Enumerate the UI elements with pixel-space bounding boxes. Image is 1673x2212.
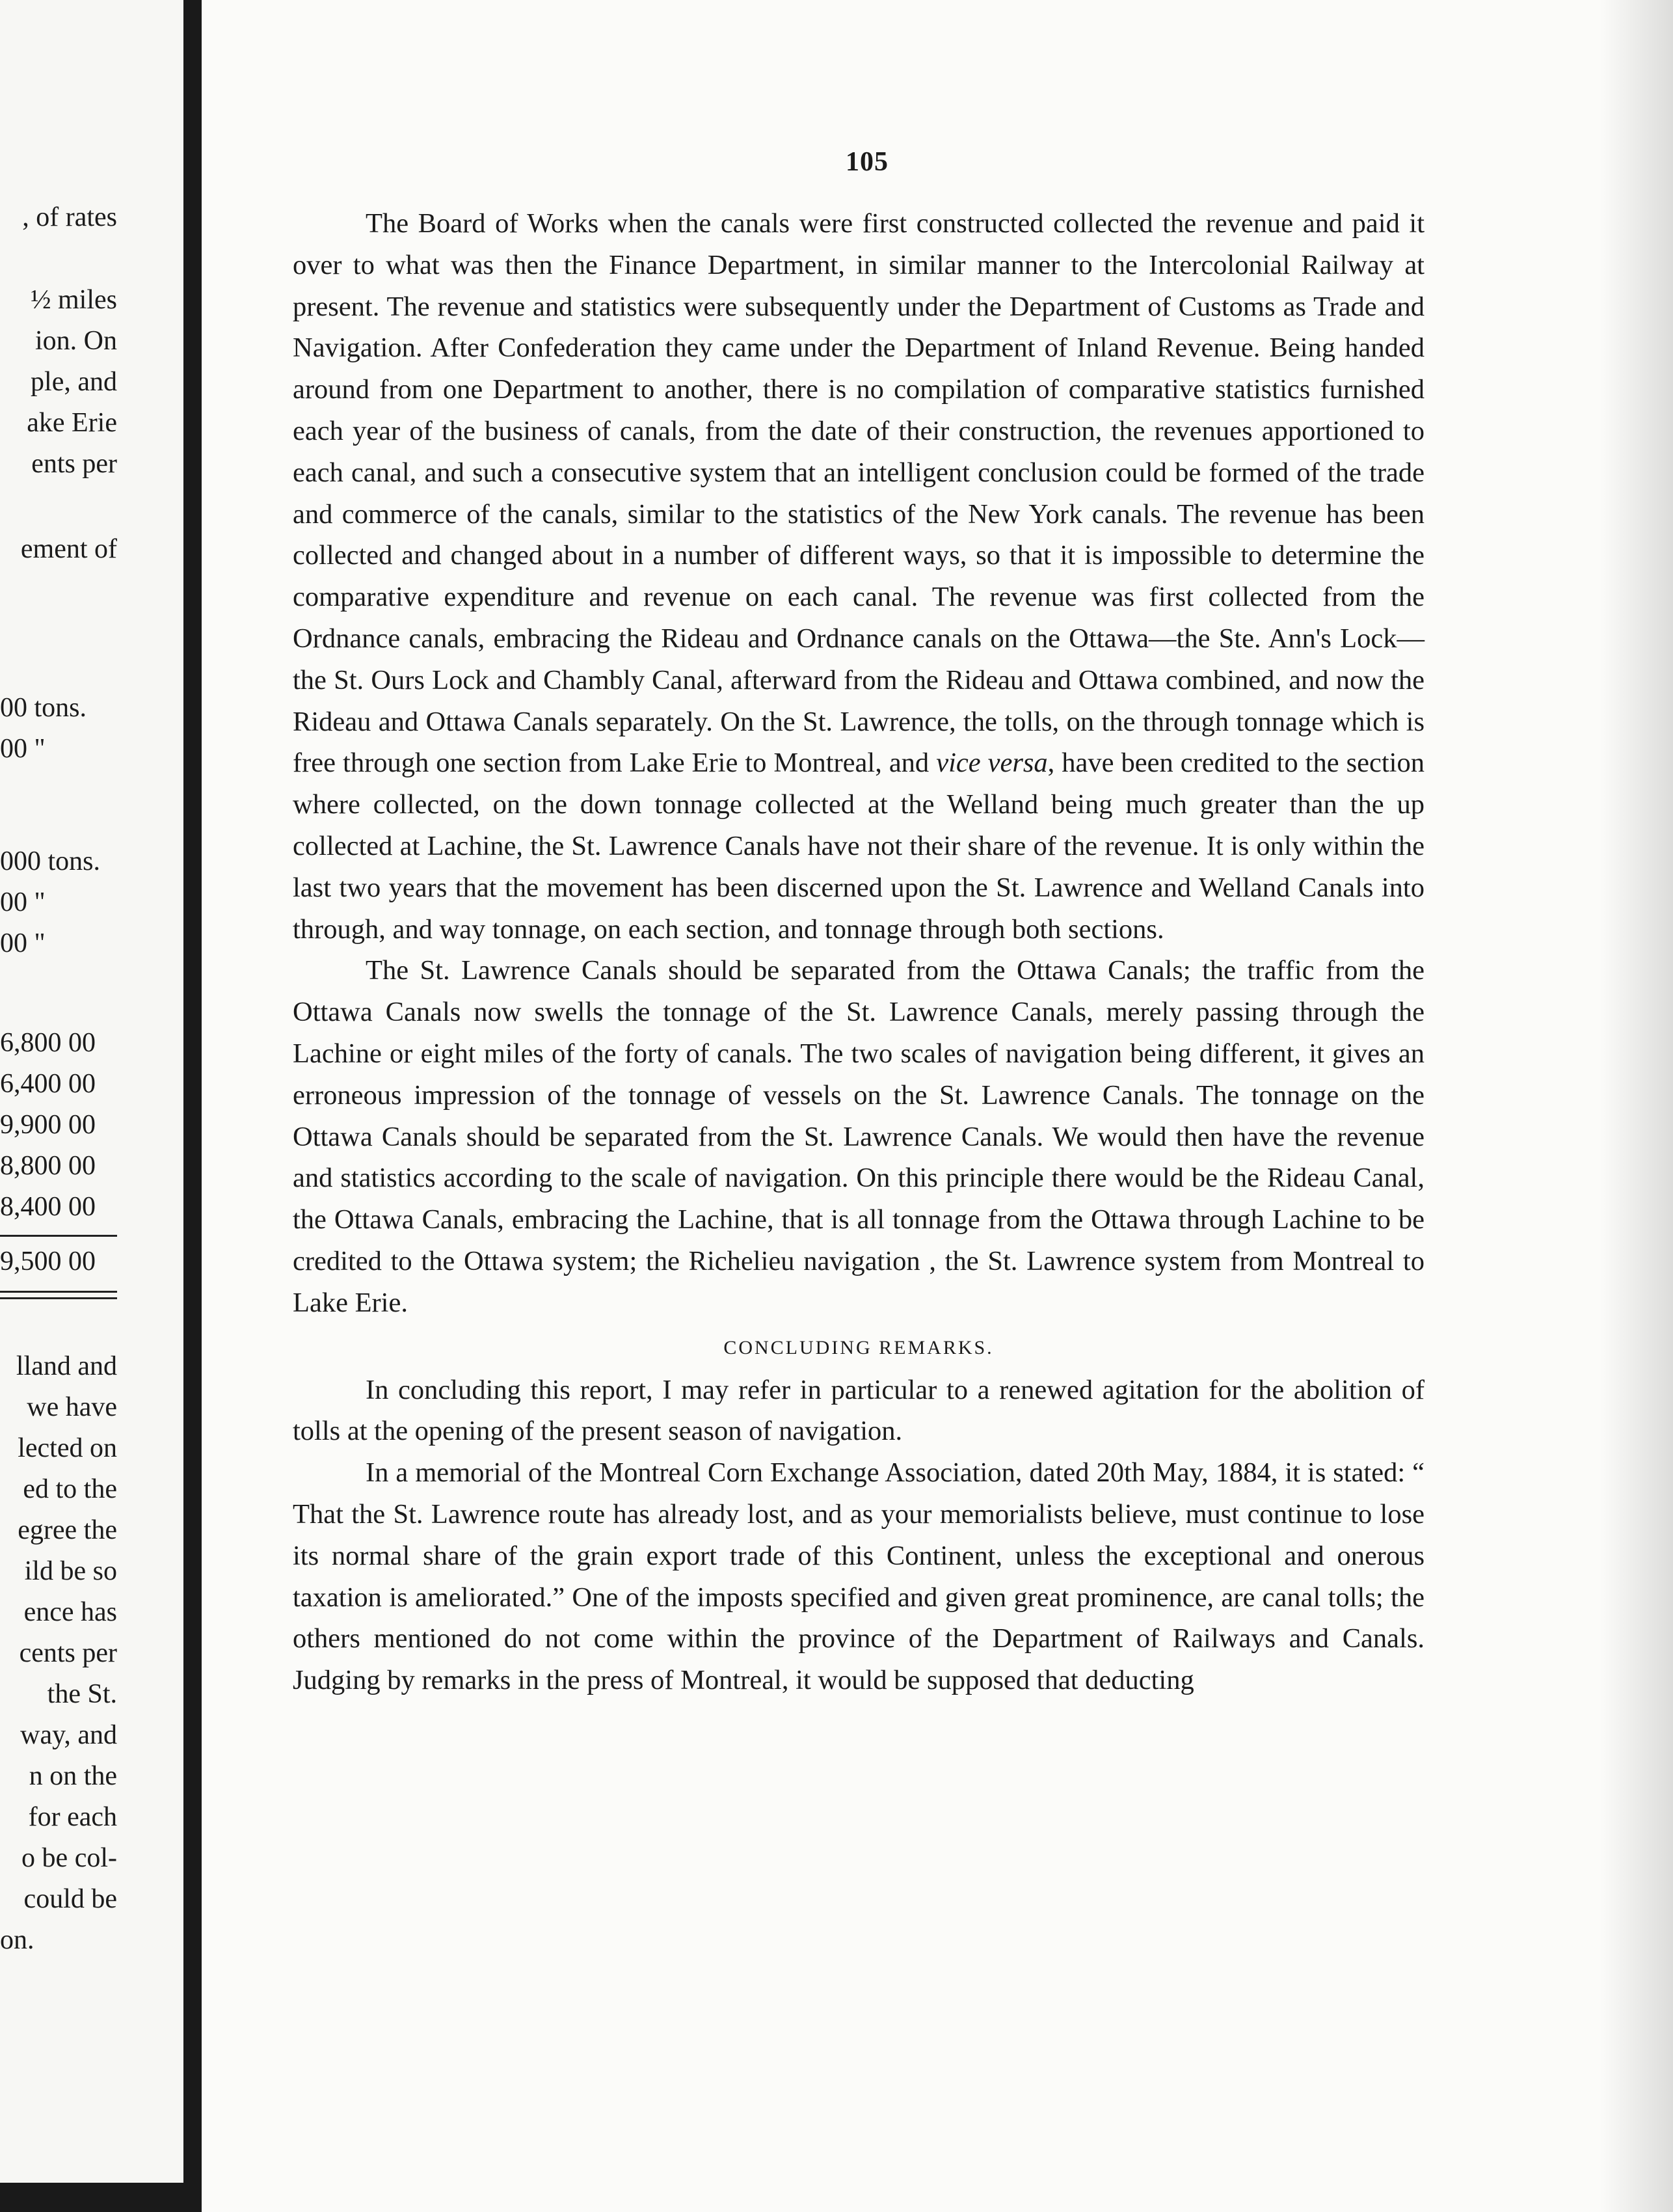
left-fragment-line: we have xyxy=(27,1392,117,1422)
left-fragment-line: 00 tons. xyxy=(0,693,87,723)
left-fragment-line: 000 tons. xyxy=(0,846,101,876)
left-fragment-line: , of rates xyxy=(22,202,117,232)
left-fragment-line: the St. xyxy=(47,1679,117,1709)
left-fragment-line: lland and xyxy=(16,1351,117,1381)
left-fragment-line: ence has xyxy=(23,1597,117,1627)
left-fragment-line: 00 " xyxy=(0,928,46,958)
left-fragment-line: ement of xyxy=(20,534,117,564)
left-fragment-line: n on the xyxy=(29,1761,117,1791)
left-fragment-line: 00 " xyxy=(0,734,46,764)
left-fragment-line: 6,400 00 xyxy=(0,1069,96,1099)
left-fragment-line: 8,800 00 xyxy=(0,1151,96,1181)
page-edge-shadow xyxy=(1600,0,1673,2212)
paragraph-text: , have been credited to the section where collected, on the down tonnage collected at the Welland being much greater than the up collected at Lachine, the St. Lawrence Canals have not their share of the revenue. It is only within the last two years that the movement has been discerned upon the St. Lawrence and Welland Canals into through, and way tonnage, on each section, and tonnage through both sections. xyxy=(293,748,1425,945)
left-fragment-line: on. xyxy=(0,1925,34,1955)
section-heading: CONCLUDING REMARKS. xyxy=(723,1336,994,1358)
left-fragment-line: 9,500 00 xyxy=(0,1247,96,1276)
left-fragment-line: for each xyxy=(28,1802,117,1832)
left-fragment-line: ake Erie xyxy=(27,408,117,438)
left-fragment-line: ½ miles xyxy=(31,285,117,315)
left-fragment-line: ion. On xyxy=(35,326,117,356)
left-fragment-line: ents per xyxy=(31,449,117,479)
left-fragment-line: egree the xyxy=(18,1515,117,1545)
left-fragment-line: ed to the xyxy=(23,1474,117,1504)
italic-phrase: vice versa xyxy=(936,748,1048,779)
left-fragment-line: could be xyxy=(23,1884,117,1914)
left-fragment-line: 9,900 00 xyxy=(0,1110,96,1140)
left-fragment-line: ild be so xyxy=(24,1556,117,1586)
left-fragment-line: 8,400 00 xyxy=(0,1192,96,1222)
page-number: 105 xyxy=(846,147,889,177)
double-rule xyxy=(0,1291,117,1293)
paragraph: In concluding this report, I may refer in particular to a renewed agitation for the abolition of tolls at the opening of the present season of navigation. xyxy=(293,1374,1425,1447)
left-fragment-line: ple, and xyxy=(31,367,117,397)
left-fragment-line: lected on xyxy=(18,1433,117,1463)
sum-rule xyxy=(0,1235,117,1237)
book-gutter xyxy=(183,0,202,2212)
double-rule xyxy=(0,1297,117,1299)
left-fragment-line: o be col- xyxy=(21,1843,117,1873)
left-fragment-line: cents per xyxy=(19,1638,117,1668)
left-fragment-line: 6,800 00 xyxy=(0,1028,96,1058)
left-fragment-line: 00 " xyxy=(0,887,46,917)
page-body xyxy=(293,203,1425,1701)
left-page-fragment xyxy=(0,0,183,2183)
paragraph: In a memorial of the Montreal Corn Exchange Association, dated 20th May, 1884, it is stated: “ That the St. Lawrence route has already lost, and as your memorialists believe, must continue to lose its normal share of the grain export trade of this Continent, unless the exceptional and onerous taxation is ameliorated.” One of the imposts specified and given great prominence, are canal tolls; the others mentioned do not come within the province of the Department of Railways and Canals. Judging by remarks in the press of Montreal, it would be supposed that deducting xyxy=(293,1457,1425,1696)
paragraph xyxy=(293,203,1425,950)
paragraph-text: The Board of Works when the canals were first constructed collected the revenue and paid it over to what was then the Finance Department, in similar manner to the Intercolonial Railway at present. The revenue and statistics were subsequently under the Department of Customs as Trade and Navigation. After Confederation they came under the Department of Inland Revenue. Being handed around from one Department to another, there is no compilation of comparative statistics furnished each year of the business of canals, from the date of their construction, the revenues apportioned to each canal, and such a consecutive system that an intelligent conclusion could be formed of the trade and commerce of the canals, similar to the statistics of the New York canals. The revenue has been collected and changed about in a number of different ways, so that it is impossible to determine the comparative expenditure and revenue on each canal. The revenue was first collected from the Ordnance canals, embracing the Rideau and Ordnance canals on the Ottawa—the Ste. Ann's Lock—the St. Ours Lock and Chambly Canal, afterward from the Rideau and Ottawa combined, and now the Rideau and Ottawa Canals separately. On the St. Lawrence, the tolls, on the through tonnage which is free through one section from Lake Erie to Montreal, and xyxy=(293,208,1425,779)
left-fragment-line: way, and xyxy=(20,1720,117,1750)
paragraph: The St. Lawrence Canals should be separated from the Ottawa Canals; the traffic from the Ottawa Canals now swells the tonnage of the St. Lawrence Canals, merely passing through the Lachine or eight miles of the forty of canals. The two scales of navigation being different, it gives an erroneous impression of the tonnage of vessels on the St. Lawrence Canals. The tonnage on the Ottawa Canals should be separated from the St. Lawrence Canals. We would then have the revenue and statistics according to the scale of navigation. On this principle there would be the Rideau Canal, the Ottawa Canals, embracing the Lachine, that is all tonnage from the Ottawa through Lachine to be credited to the Ottawa system; the Richelieu navigation , the St. Lawrence system from Montreal to Lake Erie. xyxy=(293,955,1425,1318)
